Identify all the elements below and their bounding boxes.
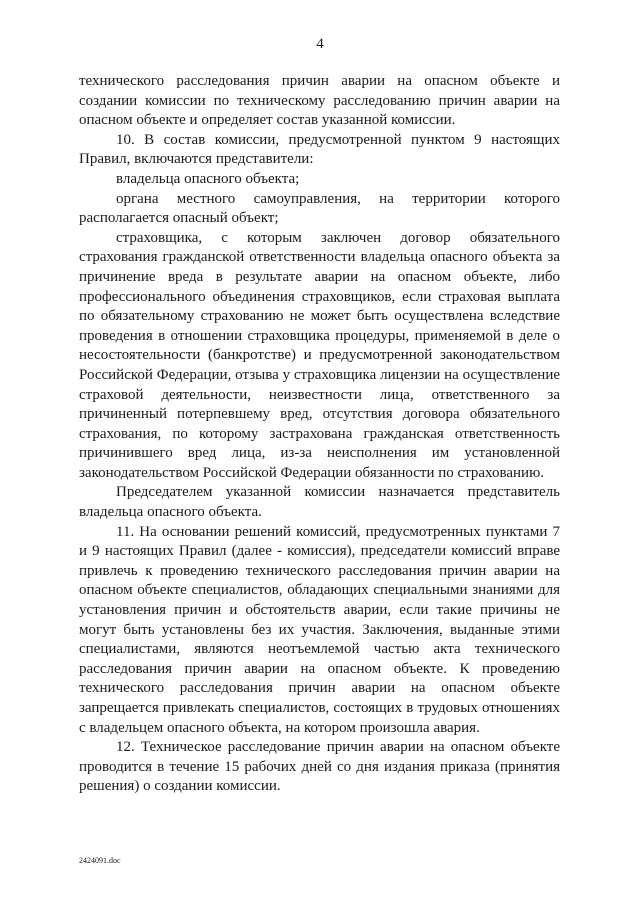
paragraph-item-12: 12. Техническое расследование причин аварии на опасном объекте проводится в течение 15 рабочих дней со дня издания приказа (принятия решения) о создании комиссии. xyxy=(79,739,560,795)
paragraph-owner: владельца опасного объекта; xyxy=(116,170,300,187)
paragraph-continuation: технического расследования причин аварии на опасном объекте и создании комиссии по техническому расследованию причин аварии на опасном объекте и определяет состав указанной комиссии. xyxy=(79,73,560,129)
page-number: 4 xyxy=(316,36,324,52)
document-body xyxy=(79,72,560,797)
paragraph-chairman: Председателем указанной комиссии назначается представитель владельца опасного объекта. xyxy=(79,484,560,521)
footer-filename: 2424091.doc xyxy=(79,856,121,865)
paragraph-item-11: 11. На основании решений комиссий, предусмотренных пунктами 7 и 9 настоящих Правил (далее - комиссия), председатели комиссий вправе привлечь к проведению технического расследования причин аварии на опасном объекте специалистов, обладающих специальными знаниями для установления причин и обстоятельств аварии, если такие причины не могут быть установлены без их участия. Заключения, выданные этими специалистами, являются неотъемлемой частью акта технического расследования причин аварии на опасном объекте. К проведению технического расследования причин аварии на опасном объекте запрещается привлекать специалистов, состоящих в трудовых отношениях с владельцем опасного объекта, на котором произошла авария. xyxy=(79,523,560,736)
paragraph-item-10: 10. В состав комиссии, предусмотренной пунктом 9 настоящих Правил, включаются представители: xyxy=(79,131,560,168)
paragraph-local-authority: органа местного самоуправления, на территории которого располагается опасный объект; xyxy=(79,190,560,227)
paragraph-insurer: страховщика, с которым заключен договор обязательного страхования гражданской ответственности владельца опасного объекта за причинение вреда в результате аварии на опасном объекте, либо профессионального объединения страховщиков, если страховая выплата по обязательному страхованию не может быть осуществлена вследствие проведения в отношении страховщика процедуры, применяемой в деле о несостоятельности (банкротстве) и предусмотренной законодательством Российской Федерации, отзыва у страховщика лицензии на осуществление страховой деятельности, неизвестности лица, ответственного за причиненный потерпевшему вред, отсутствия договора обязательного страхования, по которому застрахована гражданская ответственность причинившего вред лица, из-за неисполнения им установленной законодательством Российской Федерации обязанности по страхованию. xyxy=(79,229,560,481)
